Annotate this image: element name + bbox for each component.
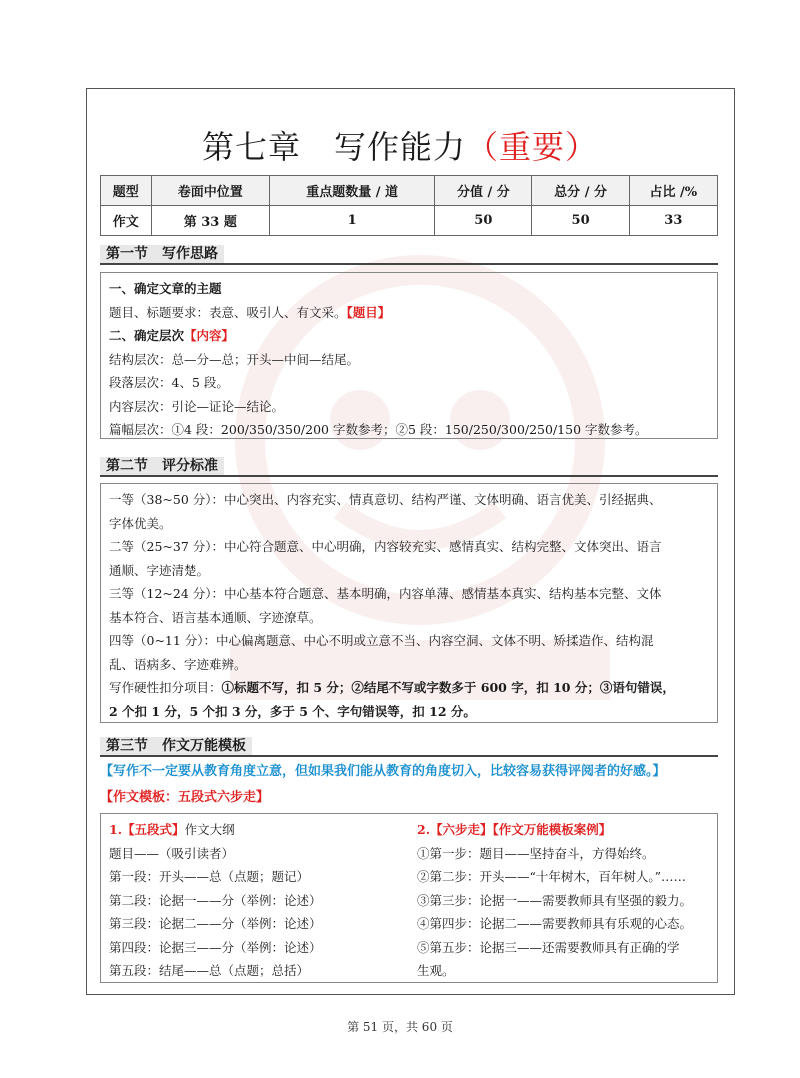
table-header-row: 题型 卷面中位置 重点题数量 / 道 分值 / 分 总分 / 分 占比 /%	[101, 176, 718, 206]
exam-info-table	[100, 175, 718, 236]
five-paragraph-outline: 1.【五段式】作文大纲 题目——（吸引读者） 第一段：开头——总（点题；题记） 第二段：论据一——分（举例：论述） 第三段：论据二——分（举例：论述） 第四段：论据三——分（举例：论述） 第五段：结尾——总（点题；总括）	[109, 822, 322, 978]
section-heading-3: 第三节 作文万能模板	[100, 735, 718, 757]
chapter-title: 第七章 写作能力（重要）	[201, 128, 599, 166]
template-box	[100, 813, 718, 983]
tip-text: 【写作不一定要从教育角度立意，但如果我们能从教育的角度切入，比较容易获得评阅者的好感。】	[100, 764, 666, 779]
writing-ideas-box: 一、确定文章的主题 题目、标题要求：表意、吸引人、有文采。【题目】 二、确定层次【内容】 结构层次：总—分—总；开头—中间—结尾。 段落层次：4、5 段。 内容层次：引论—证论—结论。 篇幅层次：①4 段：200/350/350/200 字数参考；②5 段：150/250/300/250/150 字数参考。	[100, 272, 718, 439]
six-step-example: 2.【六步走】【作文万能模板案例】 ①第一步：题目——坚持奋斗，方得始终。 ②第二步：开头——“十年树木，百年树人。”…… ③第三步：论据一——需要教师具有坚强的毅力。 ④第四步：论据二——需要教师具有乐观的心态。 ⑤第五步：论据三——还需要教师具有正确的学 生观。	[417, 822, 693, 978]
section-heading-2: 第二节 评分标准	[100, 455, 718, 477]
template-label: 【作文模板：五段式六步走】	[100, 790, 270, 805]
scoring-criteria-box: 一等（38~50 分）：中心突出、内容充实、情真意切、结构严谨、文体明确、语言优美、引经据典、 字体优美。 二等（25~37 分）：中心符合题意、中心明确，内容较充实、感情真实、结构完整、文体突出、语言 通顺、字迹清楚。 三等（12~24 分）：中心基本符合题意、基本明确，内容单薄、感情基本真实、结构基本完整、文体 基本符合、语言基本通顺、字迹潦草。 四等（0~11 分）：中心偏离题意、中心不明或立意不当、内容空洞、文体不明、矫揉造作、结构混 乱、语病多、字迹难辨。 写作硬性扣分项目：①标题不写，扣 5 分；②结尾不写或字数多于 600 字，扣 10 分；③语句错误， 2 个扣 1 分，5 个扣 3 分，多于 5 个、字句错误等，扣 12 分。	[100, 483, 718, 723]
page-footer: 第 51 页，共 60 页	[347, 1020, 453, 1034]
section-heading-1: 第一节 写作思路	[100, 243, 718, 265]
table-row: 作文 第 33 题 1 50 50 33	[101, 206, 718, 236]
